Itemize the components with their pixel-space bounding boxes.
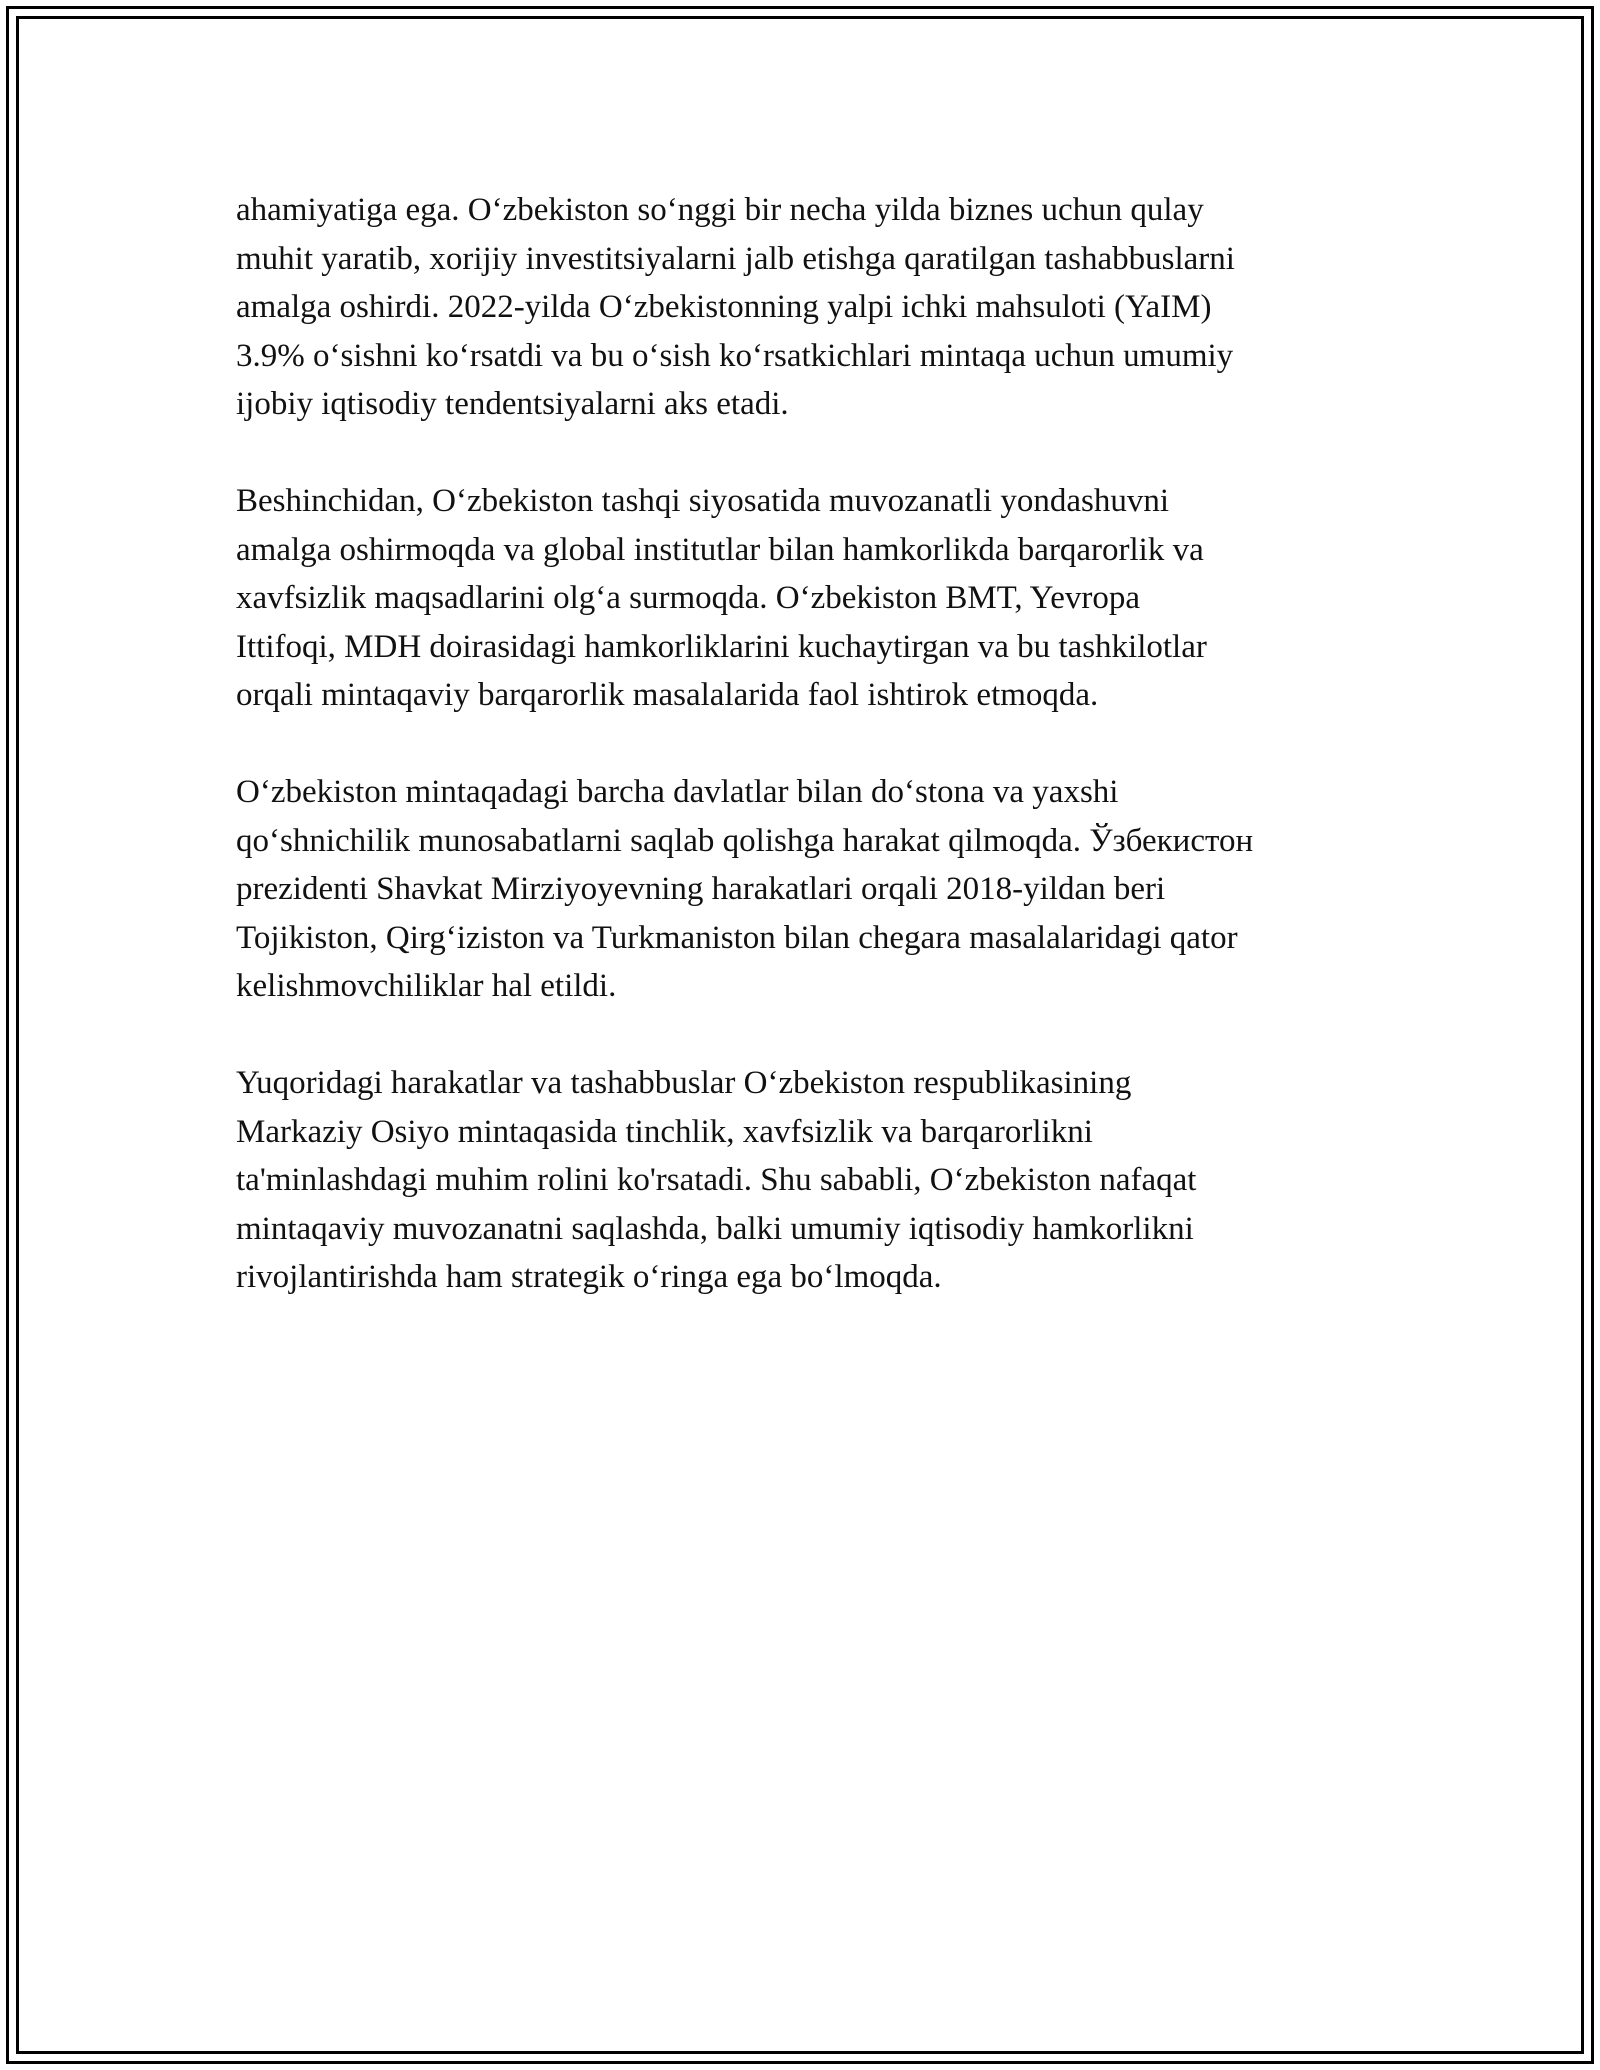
paragraph-neighbor-relations: Oʻzbekiston mintaqadagi barcha davlatlar bilan doʻstona va yaxshi qoʻshnichilik munosabatlarni saqlab qolishga harakat qilmoqda. Ўзбекистон prezidenti Shavkat Mirziyoyevning harakatlari orqali 2018-yildan beri Tojikiston, Qirgʻiziston va Turkmaniston bilan chegara masalalaridagi qator kelishmovchiliklar hal etildi. <box>236 774 1254 1004</box>
paragraph-economy: ahamiyatiga ega. Oʻzbekiston soʻnggi bir necha yilda biznes uchun qulay muhit yaratib, xorijiy investitsiyalarni jalb etishga qaratilgan tashabbuslarni amalga oshirdi. 2022-yilda Oʻzbekistonning yalpi ichki mahsuloti (YaIM) 3.9% oʻsishni koʻrsatdi va bu oʻsish koʻrsatkichlari mintaqa uchun umumiy ijobiy iqtisodiy tendentsiyalarni aks etadi. <box>236 192 1235 422</box>
paragraph-conclusion: Yuqoridagi harakatlar va tashabbuslar Oʻzbekiston respublikasining Markaziy Osiyo mintaqasida tinchlik, xavfsizlik va barqarorlikni ta'minlashdagi muhim rolini ko'rsatadi. Shu sababli, Oʻzbekiston nafaqat mintaqaviy muvozanatni saqlashda, balki umumiy iqtisodiy hamkorlikni rivojlantirishda ham strategik oʻringa ega boʻlmoqda. <box>236 1065 1197 1295</box>
paragraph-foreign-policy: Beshinchidan, Oʻzbekiston tashqi siyosatida muvozanatli yondashuvni amalga oshirmoqda va global institutlar bilan hamkorlikda barqarorlik va xavfsizlik maqsadlarini olgʻa surmoqda. Oʻzbekiston BMT, Yevropa Ittifoqi, MDH doirasidagi hamkorliklarini kuchaytirgan va bu tashkilotlar orqali mintaqaviy barqarorlik masalalarida faol ishtirok etmoqda. <box>236 483 1207 713</box>
document-body <box>236 186 1376 1350</box>
